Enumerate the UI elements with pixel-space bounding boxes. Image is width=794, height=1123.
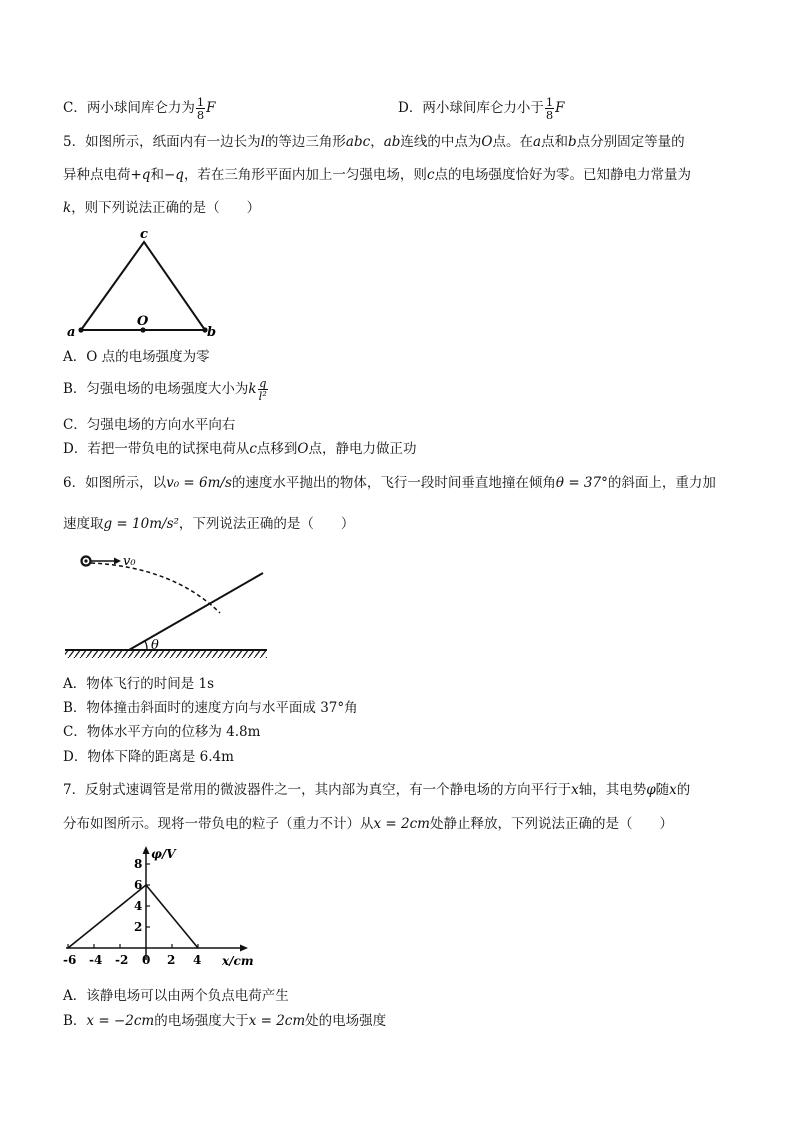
label-v0: v₀: [123, 554, 136, 569]
q6-option-c: C．物体水平方向的位移为 4.8m: [63, 724, 261, 740]
y-tick-label: 8: [134, 857, 143, 871]
q4-option-d: D．两小球间库仑力小于 $\frac{1}{8}$ F: [398, 95, 565, 122]
chart-layer: [63, 846, 254, 968]
q5-triangle-figure: [62, 225, 222, 340]
x-tick-label: -2: [115, 953, 129, 967]
incline-surface: [129, 573, 263, 650]
x-tick-label: -4: [89, 953, 103, 967]
y-tick-label: 4: [134, 899, 143, 913]
q5-stem-line-2: 异种点电荷+q和−q，若在三角形平面内加上一匀强电场，则c点的电场强度恰好为零。已知静电力常量为: [63, 167, 691, 183]
q6-stem-line-2: 速度取g = 10m/s²，下列说法正确的是（ ）: [63, 516, 355, 532]
q5-option-b: B．匀强电场的电场强度大小为k $\frac{q}{\text{l²}}$: [63, 376, 267, 403]
series-point: [197, 947, 199, 949]
q4-option-c: C．两小球间库仑力为 $\frac{1}{8}$ F: [63, 95, 216, 122]
fraction-one-eighth: $\frac{1}{8}$: [545, 95, 554, 122]
y-tick-label: 2: [134, 920, 143, 934]
label-c: c: [140, 227, 148, 242]
x-tick-label: -6: [63, 953, 77, 967]
x-tick-label: 4: [193, 953, 202, 967]
series-line: [68, 885, 198, 948]
q5-option-d: D．若把一带负电的试探电荷从c点移到O点，静电力做正功: [63, 441, 417, 457]
q7-option-b: B．x = −2cm的电场强度大于x = 2cm处的电场强度: [63, 1013, 387, 1029]
q5-option-a: A．O 点的电场强度为零: [63, 349, 210, 365]
velocity-arrowhead: [114, 558, 121, 565]
q5-stem-line-3: k，则下列说法正确的是（ ）: [63, 200, 261, 216]
q7-option-a: A．该静电场可以由两个负点电荷产生: [63, 988, 289, 1004]
q6-option-b: B．物体撞击斜面时的速度方向与水平面成 37°角: [63, 700, 358, 716]
q7-stem-line-2: 分布如图所示。现将一带负电的粒子（重力不计）从x = 2cm处静止释放，下列说法正确的是（ ）: [63, 816, 673, 832]
theta-arc: [145, 641, 147, 650]
y-axis-arrowhead: [143, 846, 150, 854]
q5-stem-line-1: 5．如图所示，纸面内有一边长为l的等边三角形abc，ab连线的中点为O点。在a点和b点分别固定等量的: [63, 134, 685, 150]
x-axis-arrowhead: [240, 945, 248, 952]
x-axis-label: x/cm: [222, 954, 254, 968]
y-axis-label: φ/V: [151, 847, 176, 861]
series-point: [145, 884, 147, 886]
ground-hatching: [65, 650, 267, 658]
q7-phi-x-chart: [62, 842, 262, 972]
series-point: [67, 947, 69, 949]
label-b: b: [207, 325, 217, 340]
q5-option-c: C．匀强电场的方向水平向右: [63, 417, 236, 433]
x-tick-label: 0: [142, 953, 151, 967]
q7-stem-line-1: 7．反射式速调管是常用的微波器件之一，其内部为真空，有一个静电场的方向平行于x轴，其电势φ随x的: [63, 782, 691, 798]
label-theta: θ: [151, 638, 159, 653]
q6-option-a: A．物体飞行的时间是 1s: [63, 676, 215, 692]
fraction-q-over-l-squared: $\frac{q}{\text{l²}}$: [258, 376, 267, 403]
y-tick-label: 6: [134, 878, 143, 892]
point-a: [78, 327, 83, 332]
q6-incline-figure: [63, 545, 273, 660]
q6-stem-line-1: 6．如图所示，以v₀ = 6m/s的速度水平抛出的物体，飞行一段时间垂直地撞在倾角θ = 37°的斜面上，重力加: [63, 475, 716, 491]
x-tick-label: 2: [167, 953, 176, 967]
label-a: a: [67, 325, 76, 340]
trajectory-dashed: [91, 563, 220, 613]
q6-option-d: D．物体下降的距离是 6.4m: [63, 749, 234, 765]
fraction-one-eighth: $\frac{1}{8}$: [196, 95, 205, 122]
label-o: O: [137, 314, 149, 329]
projectile-ball-center: [84, 559, 87, 562]
